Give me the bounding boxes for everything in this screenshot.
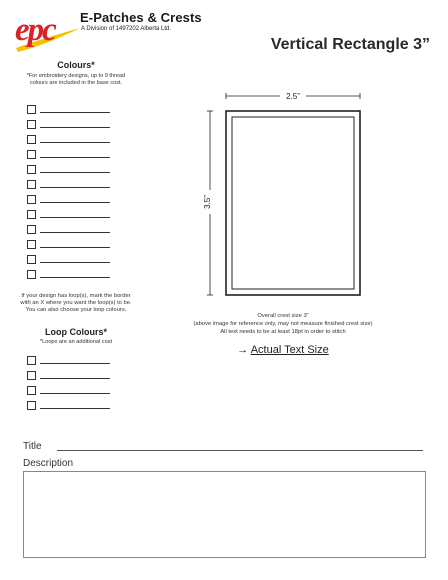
brand-subtitle: A Division of 1497202 Alberta Ltd. (81, 26, 172, 32)
description-label: Description (23, 458, 74, 469)
reference-note: (above image for reference only, may not measure finished crest size) (193, 321, 373, 327)
colour-line[interactable] (40, 142, 110, 143)
colour-line[interactable] (40, 202, 110, 203)
actual-text-size (168, 344, 398, 356)
text-size-note: All text needs to be at least 18pt in order to stitch (220, 329, 346, 335)
colour-row (27, 177, 110, 192)
colour-checkbox[interactable] (27, 210, 36, 219)
crest-inner-border (232, 117, 354, 289)
colour-row (27, 252, 110, 267)
height-label: 3.5” (203, 195, 212, 209)
loop-colour-line[interactable] (40, 393, 110, 394)
loop-colour-line[interactable] (40, 408, 110, 409)
colour-checkbox[interactable] (27, 135, 36, 144)
actual-text-sample: Actual Text Size (250, 344, 329, 356)
colour-row (27, 147, 110, 162)
brand-name: E-Patches & Crests (80, 10, 202, 25)
loop-instructions: If your design has loop(s), mark the border with an X where you want the loop(s) to be. You can also choose your loop colours. (20, 293, 132, 314)
page-title: Vertical Rectangle 3” (270, 36, 430, 53)
colour-row (27, 207, 110, 222)
colour-row (27, 132, 110, 147)
loop-colour-row (27, 383, 110, 398)
loop-colour-checkbox[interactable] (27, 371, 36, 380)
loop-colour-row (27, 353, 110, 368)
colour-line[interactable] (40, 187, 110, 188)
colour-line[interactable] (40, 127, 110, 128)
overall-size-text: Overall crest size 3” (257, 313, 309, 319)
colour-line[interactable] (40, 277, 110, 278)
logo-text: epc (15, 12, 55, 48)
colour-line[interactable] (40, 172, 110, 173)
size-info (168, 312, 398, 336)
crest-diagram (198, 84, 378, 304)
title-label: Title (23, 441, 42, 452)
colour-checkbox[interactable] (27, 165, 36, 174)
colour-checklist (27, 102, 110, 282)
colours-note: *For embroidery designs, up to 9 thread colours are included in the base cost. (26, 73, 126, 86)
colour-checkbox[interactable] (27, 195, 36, 204)
colours-heading: Colours* (57, 60, 95, 70)
colour-line[interactable] (40, 262, 110, 263)
loop-colour-row (27, 398, 110, 413)
loop-colour-row (27, 368, 110, 383)
loop-colour-checkbox[interactable] (27, 356, 36, 365)
colour-checkbox[interactable] (27, 225, 36, 234)
colour-line[interactable] (40, 112, 110, 113)
loop-colours-heading: Loop Colours* (45, 327, 107, 337)
loop-colour-line[interactable] (40, 363, 110, 364)
colour-row (27, 117, 110, 132)
loop-colour-checkbox[interactable] (27, 386, 36, 395)
arrow-right-icon: → (237, 344, 249, 356)
colour-checkbox[interactable] (27, 240, 36, 249)
loop-colour-checklist (27, 353, 110, 413)
loop-colour-checkbox[interactable] (27, 401, 36, 410)
colour-checkbox[interactable] (27, 120, 36, 129)
colour-checkbox[interactable] (27, 150, 36, 159)
colour-row (27, 237, 110, 252)
colour-line[interactable] (40, 232, 110, 233)
description-box[interactable] (23, 471, 426, 558)
crest-outer-border (226, 111, 360, 295)
epc-logo (14, 8, 82, 54)
width-label: 2.5” (286, 92, 300, 101)
loop-colour-line[interactable] (40, 378, 110, 379)
colour-row (27, 222, 110, 237)
colour-row (27, 162, 110, 177)
colour-row (27, 267, 110, 282)
title-input-line[interactable] (57, 450, 423, 451)
colour-checkbox[interactable] (27, 180, 36, 189)
colour-checkbox[interactable] (27, 270, 36, 279)
colour-row (27, 102, 110, 117)
colour-line[interactable] (40, 247, 110, 248)
colour-line[interactable] (40, 217, 110, 218)
colour-row (27, 192, 110, 207)
loop-colours-note: *Loops are an additional cost (39, 339, 113, 345)
colour-checkbox[interactable] (27, 105, 36, 114)
colour-checkbox[interactable] (27, 255, 36, 264)
colour-line[interactable] (40, 157, 110, 158)
